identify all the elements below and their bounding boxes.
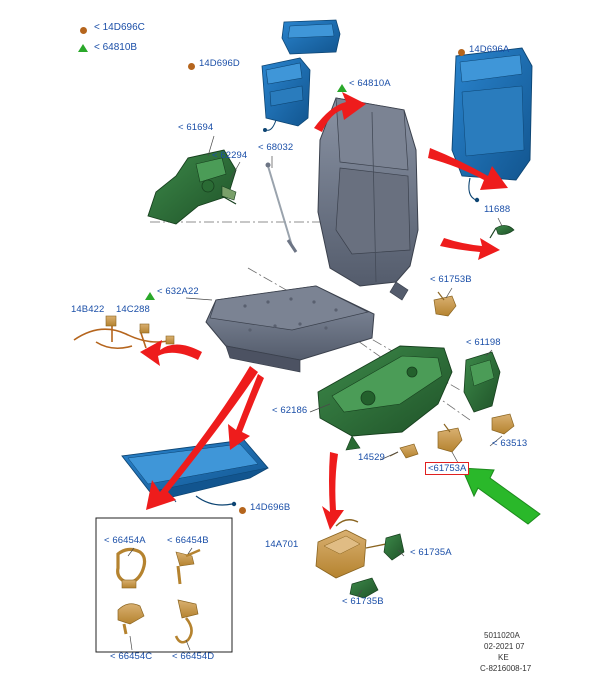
part-61753b [434, 292, 456, 316]
callout-14c288: 14C288 [116, 304, 150, 315]
callout-marker-632a22 [145, 292, 155, 300]
part-14529 [390, 444, 418, 458]
highlight-arrow [462, 468, 540, 524]
callout-14d696b: 14D696B [250, 502, 291, 513]
callout-14b422: 14B422 [71, 304, 105, 315]
footer-drawing-number: 5011020A [484, 631, 520, 640]
part-63513 [492, 414, 514, 434]
part-14d696d [262, 58, 310, 132]
callout-14d696a: 14D696A [469, 44, 510, 55]
callout-62186: < 62186 [272, 405, 308, 416]
callout-14a701: 14A701 [265, 539, 299, 550]
callout-68032: < 68032 [258, 142, 294, 153]
highlighted-part-label: <61753A [425, 462, 469, 475]
part-11688 [490, 225, 514, 238]
callout-61694: < 61694 [178, 122, 214, 133]
footer-market: KE [498, 653, 509, 662]
callout-14d696d: 14D696D [199, 58, 240, 69]
legend-label-0: < 14D696C [94, 22, 145, 33]
callout-63513: < 63513 [492, 438, 528, 449]
part-61198 [464, 352, 500, 412]
part-seat-cushion [206, 286, 374, 372]
callout-66454d: < 66454D [172, 651, 215, 662]
footer-date: 02-2021 07 [484, 642, 525, 651]
part-68032 [266, 163, 297, 253]
callout-marker-64810a [337, 84, 347, 92]
legend-label-1: < 64810B [94, 42, 138, 53]
footer-code: C-8216008-17 [480, 664, 532, 673]
callout-61735a: < 61735A [410, 547, 452, 558]
callout-14529: 14529 [358, 452, 385, 463]
callout-66454c: < 66454C [110, 651, 153, 662]
callout-62294: < 62294 [212, 150, 248, 161]
part-62186 [318, 346, 452, 450]
legend-triangle-icon [78, 44, 88, 52]
callout-66454a: < 66454A [104, 535, 146, 546]
part-seat-back [318, 98, 418, 300]
part-14a701 [316, 520, 386, 578]
callout-61735b: < 61735B [342, 596, 384, 607]
part-61735b [350, 578, 378, 598]
callout-11688: 11688 [484, 204, 511, 215]
callout-marker-14d696a [458, 49, 465, 56]
callout-632a22: < 632A22 [157, 286, 199, 297]
callout-64810a: < 64810A [349, 78, 391, 89]
callout-marker-14d696d [188, 63, 195, 70]
part-61753a [438, 424, 462, 452]
callout-marker-14d696b [239, 507, 246, 514]
callout-61753b: < 61753B [430, 274, 472, 285]
part-61735a [384, 534, 404, 560]
part-headrest-cover-top [282, 20, 340, 54]
callout-66454b: < 66454B [167, 535, 209, 546]
callout-61198: < 61198 [466, 337, 501, 348]
legend-dot-icon [80, 27, 87, 34]
